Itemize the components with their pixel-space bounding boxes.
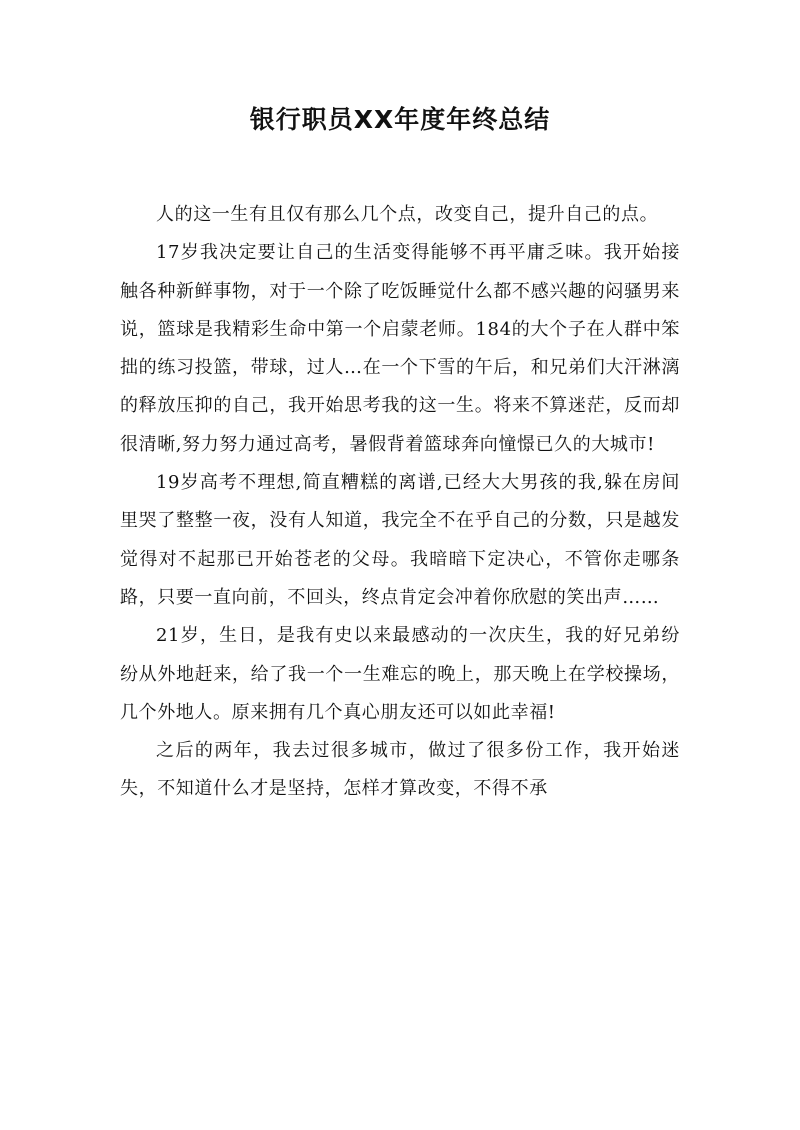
paragraph: 17岁我决定要让自己的生活变得能够不再平庸乏味。我开始接触各种新鲜事物，对于一个除了吃饭睡觉什么都不感兴趣的闷骚男来说，篮球是我精彩生命中第一个启蒙老师。184的大个子在人群中笨拙的练习投篮，带球，过人…在一个下雪的午后，和兄弟们大汗淋漓的释放压抑的自己，我开始思考我的这一生。将来不算迷茫，反而却很清晰,努力努力通过高考，暑假背着篮球奔向憧憬已久的大城市! bbox=[120, 242, 681, 455]
document-title: 银行职员XX年度年终总结 bbox=[249, 105, 551, 134]
paragraph: 人的这一生有且仅有那么几个点，改变自己，提升自己的点。 bbox=[156, 204, 659, 225]
paragraph: 21岁，生日，是我有史以来最感动的一次庆生，我的好兄弟纷纷从外地赶来，给了我一个一生难忘的晚上，那天晚上在学校操场，几个外地人。原来拥有几个真心朋友还可以如此幸福! bbox=[120, 625, 680, 723]
paragraph: 之后的两年，我去过很多城市，做过了很多份工作，我开始迷失，不知道什么才是坚持，怎样才算改变，不得不承 bbox=[120, 740, 680, 800]
paragraph: 19岁高考不理想,简直糟糕的离谱,已经大大男孩的我,躲在房间里哭了整整一夜，没有人知道，我完全不在乎自己的分数，只是越发觉得对不起那已开始苍老的父母。我暗暗下定决心，不管你走哪条路，只要一直向前，不回头，终点肯定会冲着你欣慰的笑出声…… bbox=[120, 472, 680, 608]
document-body bbox=[120, 196, 680, 809]
